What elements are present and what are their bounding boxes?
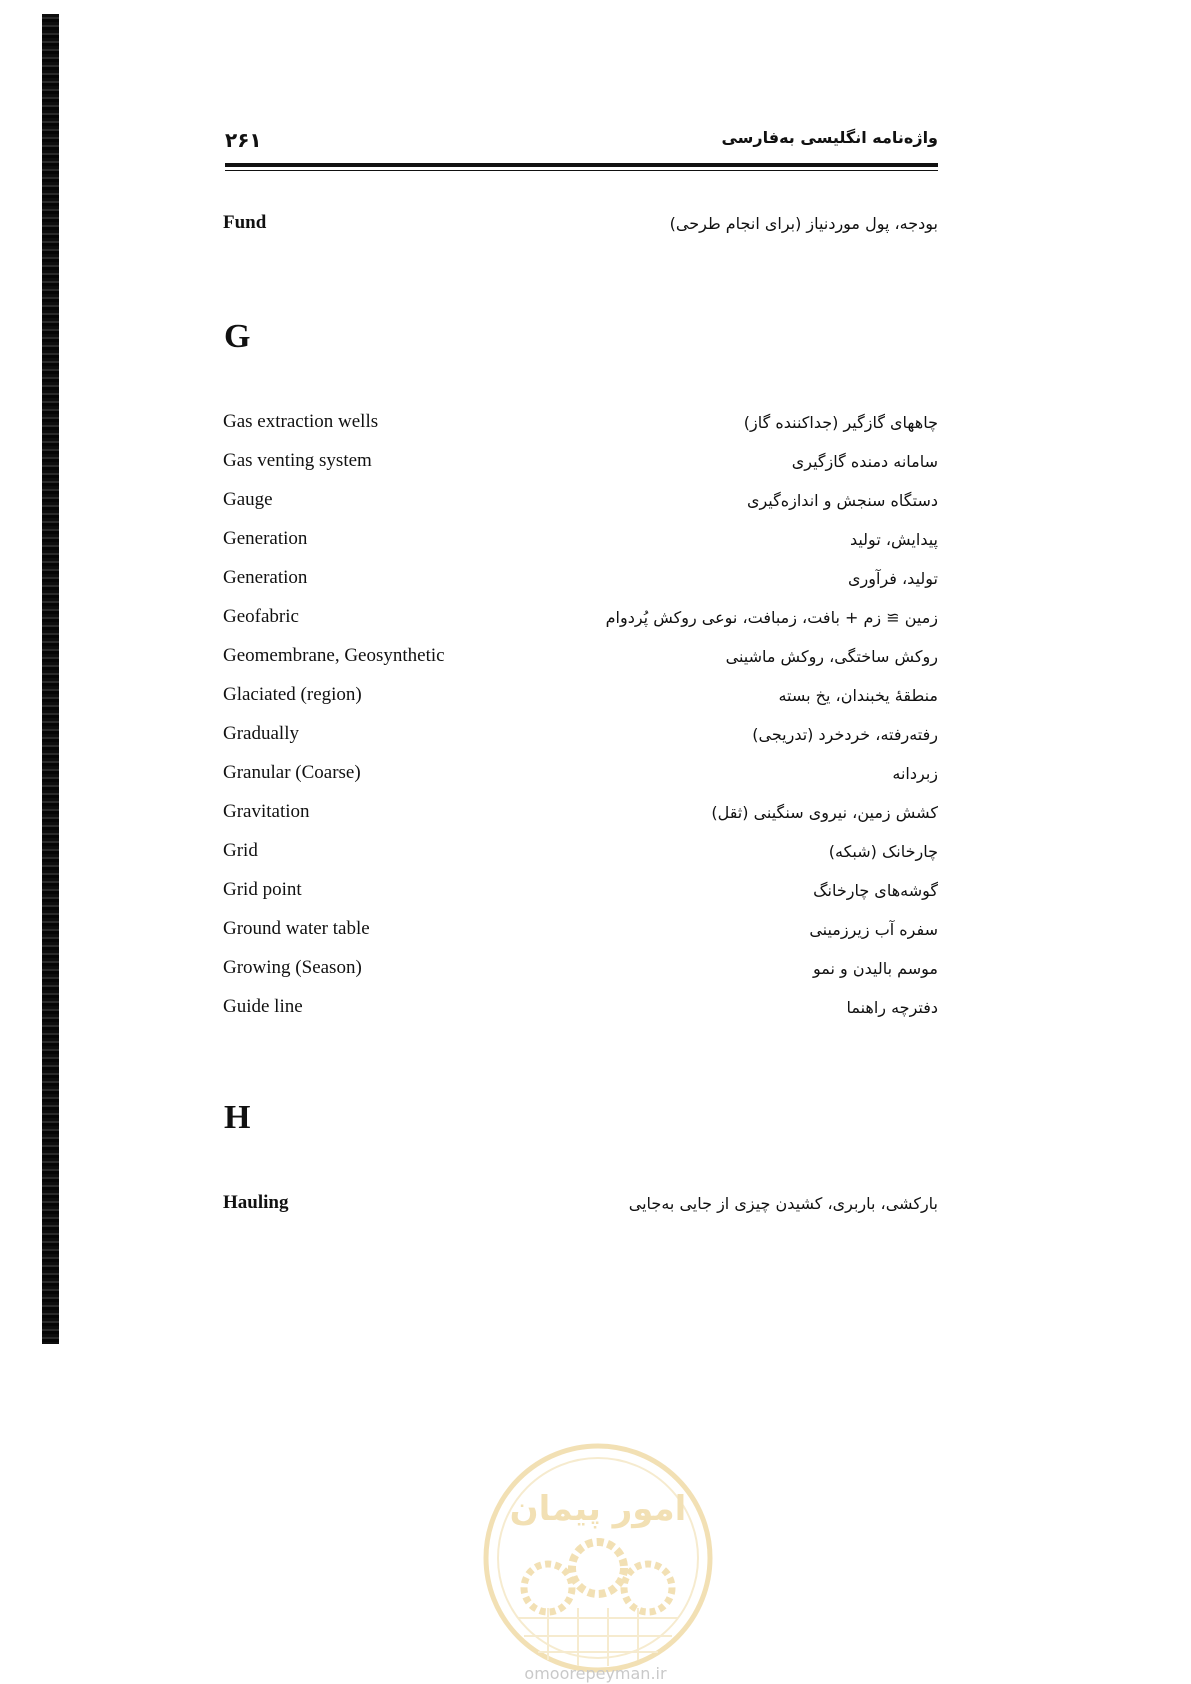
entry-definition: تولید، فرآوری (848, 569, 938, 588)
entry-definition: رفته‌رفته، خردخرد (تدریجی) (752, 725, 938, 744)
entry-definition: پیدایش، تولید (849, 530, 938, 549)
section-letter-g: G (224, 318, 251, 355)
page-number: ۲۶۱ (225, 128, 262, 152)
entry-term: Geofabric (223, 606, 299, 627)
entry-term: Gas venting system (223, 450, 372, 471)
entry-term: Grid (223, 840, 258, 861)
entry-term: Guide line (223, 996, 303, 1017)
glossary-entry (223, 645, 938, 675)
watermark-url: omoorepeyman.ir (524, 1664, 667, 1683)
section-letter-h: H (224, 1099, 251, 1136)
glossary-entry (223, 567, 938, 597)
entry-term: Gauge (223, 489, 273, 510)
glossary-entry (223, 801, 938, 831)
entry-term: Fund (223, 212, 267, 233)
entry-term: Granular (Coarse) (223, 762, 361, 783)
scan-edge (42, 14, 59, 1344)
glossary-entry (223, 1192, 938, 1222)
glossary-entry (223, 411, 938, 441)
glossary-entry (223, 879, 938, 909)
glossary-entry (223, 684, 938, 714)
entry-definition: سامانه دمنده گازگیری (791, 452, 938, 471)
glossary-entry (223, 489, 938, 519)
entry-definition: بودجه، پول موردنیاز (برای انجام طرحی) (669, 214, 938, 233)
glossary-entry (223, 723, 938, 753)
entry-definition: چارخانک (شبکه) (828, 842, 938, 861)
entry-definition: چاههای گازگیر (جداکننده گاز) (743, 413, 938, 432)
watermark-logo-text: امور پیمان (509, 1489, 687, 1529)
header-rule-thin (225, 170, 938, 171)
glossary-entry (223, 528, 938, 558)
entry-definition: سفره آب زیرزمینی (809, 920, 938, 939)
glossary-entry (223, 450, 938, 480)
entry-definition: موسم بالیدن و نمو (812, 959, 938, 978)
glossary-entry (223, 840, 938, 870)
entry-definition: دفترچه راهنما (846, 998, 938, 1017)
entry-term: Glaciated (region) (223, 684, 362, 705)
entry-term: Growing (Season) (223, 957, 362, 978)
entry-term: Gas extraction wells (223, 411, 379, 432)
glossary-entry (223, 606, 938, 636)
glossary-entry (223, 996, 938, 1026)
entry-term: Geomembrane, Geosynthetic (223, 645, 445, 666)
entry-term: Grid point (223, 879, 302, 900)
page-header (225, 126, 938, 162)
watermark-logo-icon (478, 1438, 718, 1678)
entry-term: Gravitation (223, 801, 310, 822)
glossary-entry (223, 918, 938, 948)
entry-definition: زمین ≅ زم + بافت، زمبافت، نوعی روکش پُردوام (605, 608, 938, 627)
entry-term: Generation (223, 528, 308, 549)
entry-term: Gradually (223, 723, 299, 744)
entry-definition: روکش ساختگی، روکش ماشینی (725, 647, 938, 666)
entry-term: Hauling (223, 1192, 289, 1213)
entry-definition: زبردانه (892, 764, 938, 783)
entry-definition: بارکشی، باربری، کشیدن چیزی از جایی به‌جایی (628, 1194, 938, 1213)
running-title: واژه‌نامه انگلیسی به‌فارسی (721, 128, 938, 147)
glossary-entry (223, 212, 938, 242)
header-rule (225, 163, 938, 167)
entry-term: Generation (223, 567, 308, 588)
entry-term: Ground water table (223, 918, 370, 939)
glossary-entry (223, 957, 938, 987)
glossary-entry (223, 762, 938, 792)
entry-definition: منطقهٔ یخبندان، یخ بسته (778, 686, 938, 705)
entry-definition: گوشه‌های چارخانگ (813, 881, 938, 900)
entry-definition: کشش زمین، نیروی سنگینی (ثقل) (711, 803, 938, 822)
entry-definition: دستگاه سنجش و اندازه‌گیری (746, 491, 938, 510)
